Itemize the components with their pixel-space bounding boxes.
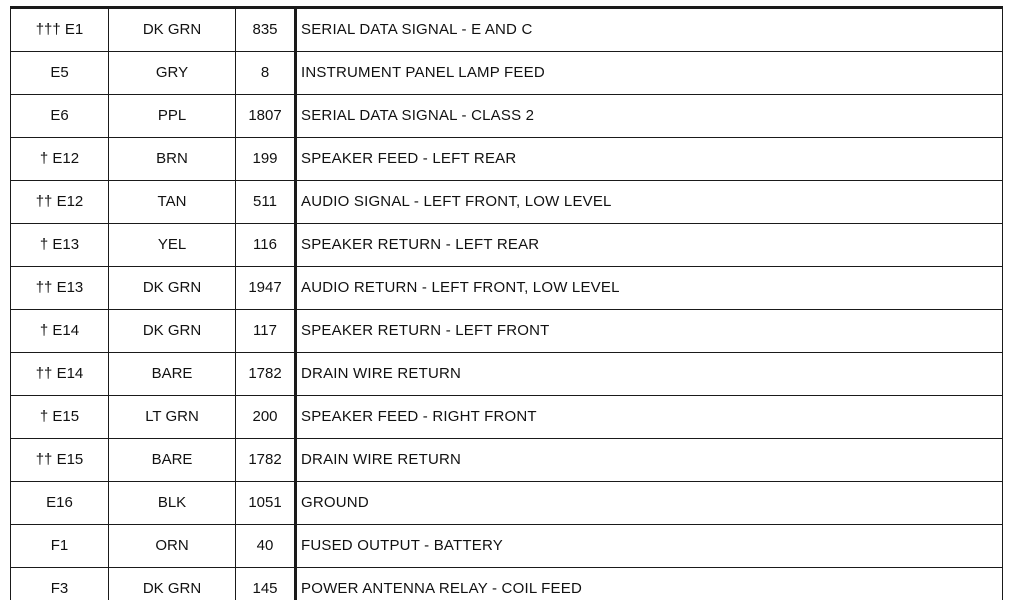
table-row: [11, 568, 1003, 600]
pin-cell: † E12: [11, 138, 109, 181]
wire-color-cell: BRN: [109, 138, 236, 181]
circuit-number-cell: 40: [236, 525, 296, 568]
function-cell: SPEAKER RETURN - LEFT FRONT: [296, 310, 1003, 353]
function-cell: SPEAKER FEED - RIGHT FRONT: [296, 396, 1003, 439]
circuit-number-cell: 835: [236, 8, 296, 52]
table-row: [11, 482, 1003, 525]
function-cell: INSTRUMENT PANEL LAMP FEED: [296, 52, 1003, 95]
function-cell: DRAIN WIRE RETURN: [296, 439, 1003, 482]
circuit-number-cell: 116: [236, 224, 296, 267]
pin-cell: F3: [11, 568, 109, 600]
wire-color-cell: DK GRN: [109, 267, 236, 310]
pin-cell: F1: [11, 525, 109, 568]
pin-cell: † E14: [11, 310, 109, 353]
wire-color-cell: DK GRN: [109, 8, 236, 52]
function-cell: SERIAL DATA SIGNAL - E AND C: [296, 8, 1003, 52]
table-row: [11, 310, 1003, 353]
wire-color-cell: PPL: [109, 95, 236, 138]
pin-cell: †† E12: [11, 181, 109, 224]
wire-color-cell: TAN: [109, 181, 236, 224]
function-cell: POWER ANTENNA RELAY - COIL FEED: [296, 568, 1003, 600]
function-cell: FUSED OUTPUT - BATTERY: [296, 525, 1003, 568]
pin-cell: †† E13: [11, 267, 109, 310]
pin-cell: † E13: [11, 224, 109, 267]
table-row: [11, 224, 1003, 267]
function-cell: SPEAKER RETURN - LEFT REAR: [296, 224, 1003, 267]
wire-color-cell: DK GRN: [109, 568, 236, 600]
circuit-number-cell: 8: [236, 52, 296, 95]
function-cell: AUDIO RETURN - LEFT FRONT, LOW LEVEL: [296, 267, 1003, 310]
connector-pin-table: [10, 6, 1003, 600]
wire-color-cell: LT GRN: [109, 396, 236, 439]
table-row: [11, 267, 1003, 310]
pin-cell: E5: [11, 52, 109, 95]
table-row: [11, 396, 1003, 439]
circuit-number-cell: 1947: [236, 267, 296, 310]
wire-color-cell: YEL: [109, 224, 236, 267]
circuit-number-cell: 1051: [236, 482, 296, 525]
pin-cell: † E15: [11, 396, 109, 439]
pin-cell: E6: [11, 95, 109, 138]
function-cell: SERIAL DATA SIGNAL - CLASS 2: [296, 95, 1003, 138]
wire-color-cell: ORN: [109, 525, 236, 568]
function-cell: GROUND: [296, 482, 1003, 525]
table-row: [11, 138, 1003, 181]
table-row: [11, 52, 1003, 95]
circuit-number-cell: 1807: [236, 95, 296, 138]
function-cell: AUDIO SIGNAL - LEFT FRONT, LOW LEVEL: [296, 181, 1003, 224]
pin-cell: ††† E1: [11, 8, 109, 52]
table-row: [11, 95, 1003, 138]
wire-color-cell: BARE: [109, 439, 236, 482]
circuit-number-cell: 1782: [236, 353, 296, 396]
circuit-number-cell: 145: [236, 568, 296, 600]
circuit-number-cell: 117: [236, 310, 296, 353]
circuit-number-cell: 1782: [236, 439, 296, 482]
function-cell: SPEAKER FEED - LEFT REAR: [296, 138, 1003, 181]
function-cell: DRAIN WIRE RETURN: [296, 353, 1003, 396]
wire-color-cell: GRY: [109, 52, 236, 95]
circuit-number-cell: 199: [236, 138, 296, 181]
table-row: [11, 8, 1003, 52]
wire-color-cell: BARE: [109, 353, 236, 396]
pin-cell: †† E15: [11, 439, 109, 482]
circuit-number-cell: 200: [236, 396, 296, 439]
wire-color-cell: DK GRN: [109, 310, 236, 353]
table-row: [11, 525, 1003, 568]
circuit-number-cell: 511: [236, 181, 296, 224]
table-row: [11, 353, 1003, 396]
wire-color-cell: BLK: [109, 482, 236, 525]
pin-cell: †† E14: [11, 353, 109, 396]
table-row: [11, 181, 1003, 224]
pin-cell: E16: [11, 482, 109, 525]
table-row: [11, 439, 1003, 482]
